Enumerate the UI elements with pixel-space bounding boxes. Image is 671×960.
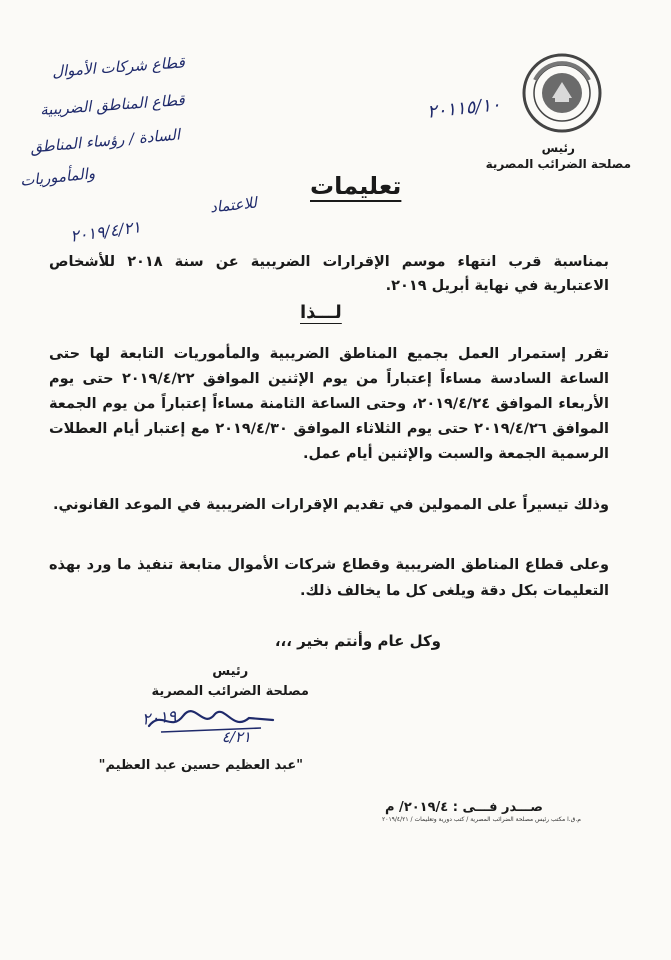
handwritten-date: ٢٠١٩/٤/٢١ (69, 217, 142, 246)
handwritten-line-3: السادة / رؤساء المناطق (29, 125, 181, 157)
purpose-paragraph: وذلك تيسيراً على الممولين في تقديم الإقرارات الضريبية في الموعد القانوني. (52, 497, 609, 513)
issued-date-line: صـــدر فـــى : ٢٠١٩/٤/ م (385, 800, 543, 815)
therefore-heading: لـــذا (300, 302, 342, 323)
signature-date-year: ٢٠١٩ (140, 706, 177, 729)
handwritten-line-5: للاعتماد (209, 193, 258, 217)
issuer-title: رئيس (541, 141, 575, 155)
signatory-org: مصلحة الضرائب المصرية (151, 684, 309, 699)
issuer-block (486, 140, 631, 172)
closing-greeting: وكل عام وأنتم بخير ،،، (274, 632, 441, 650)
signature-block (151, 662, 309, 702)
signatory-name: "عبد العظيم حسين عبد العظيم" (98, 758, 303, 773)
intro-paragraph: بمناسبة قرب انتهاء موسم الإقرارات الضريبية عن سنة ٢٠١٨ للأشخاص الاعتبارية في نهاية أبريل ٢٠١٩. (49, 254, 610, 294)
ministry-seal-logo (521, 52, 603, 134)
footer-reference: م.ق.ا مكتب رئيس مصلحة الضرائب المصرية / كتب دورية وتعليمات / ٢٠١٩/٤/٢١ (382, 816, 581, 823)
reference-number: ٢٠١١٥/١٠ (426, 94, 502, 123)
decision-paragraph: تقرر إستمرار العمل بجميع المناطق الضريبية والمأموريات التابعة لها حتى الساعة السادسة مساءاً إعتباراً من يوم الإثنين الموافق ٢٠١٩/٤/٢٢ حتى يوم الأربعاء الموافق ٢٠١٩/٤/٢٤، وحتى الساعة الثامنة مساءاً إعتباراً من يوم الجمعة الموافق ٢٠١٩/٤/٢٦ حتى يوم الثلاثاء الموافق ٢٠١٩/٤/٣٠ مع إعتبار أيام العطلات الرسمية الجمعة والسبت والإثنين أيام عمل. (49, 346, 609, 462)
signature-date-day: ٤/٢١ (221, 728, 251, 746)
followup-paragraph: وعلى قطاع المناطق الضريبية وقطاع شركات الأموال متابعة تنفيذ ما ورد بهذه التعليمات بكل دقة ويلغى كل ما يخالف ذلك. (49, 557, 609, 599)
handwritten-line-4: والمأموريات (19, 164, 96, 190)
document-title: تعليمات (310, 172, 402, 200)
issuer-org: مصلحة الضرائب المصرية (485, 157, 631, 171)
signatory-title: رئيس (212, 664, 249, 679)
handwritten-line-1: قطاع شركات الأموال (51, 53, 186, 81)
handwritten-line-2: قطاع المناطق الضريبية (39, 90, 186, 120)
